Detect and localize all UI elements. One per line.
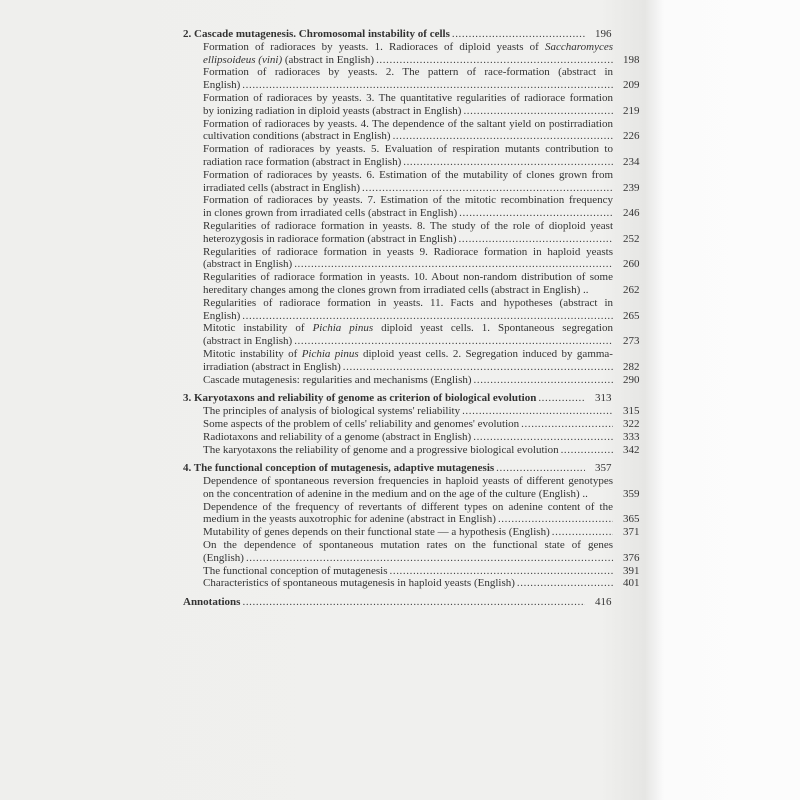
table-of-contents [183, 28, 641, 609]
dot-leader [459, 207, 613, 220]
toc-entry[interactable] [183, 220, 641, 246]
toc-entry[interactable] [183, 66, 641, 92]
toc-entry[interactable] [183, 475, 641, 501]
annotations-heading[interactable] [183, 596, 641, 609]
dot-leader [474, 374, 613, 387]
entry-line [203, 577, 641, 590]
entry-title: Characteristics of spontaneous mutagenesis in haploid yeasts (English) [203, 577, 515, 590]
entry-title: The principles of analysis of biological systems' reliability [203, 405, 461, 418]
entry-line: Regularities of radiorace formation in yeasts. 11. Facts and hypotheses (abstract in [203, 296, 613, 309]
page-number: 313 [595, 392, 612, 405]
entry-line [203, 488, 641, 501]
page-number: 315 [623, 405, 640, 418]
toc-entry[interactable] [183, 41, 641, 67]
dot-leader [463, 105, 613, 118]
entry-title: 2. Cascade mutagenesis. Chromosomal instability of cells [183, 28, 450, 40]
dot-leader [242, 79, 613, 92]
toc-entry[interactable] [183, 143, 641, 169]
entry-line [203, 130, 641, 143]
toc-entry[interactable] [183, 418, 641, 431]
entry-title: Cascade mutagenesis: regularities and mechanisms (English) [203, 373, 472, 386]
dot-leader [452, 28, 585, 41]
toc-section [183, 28, 641, 386]
entry-line: Formation of radioraces by yeasts. 6. Estimation of the mutability of clones grown from [203, 168, 613, 181]
toc-entry[interactable] [183, 444, 641, 457]
entry-line: Formation of radioraces by yeasts. 2. The pattern of race-formation (abstract in [203, 66, 613, 79]
page-number: 273 [623, 335, 640, 348]
toc-entry[interactable] [183, 374, 641, 387]
toc-section [183, 392, 641, 456]
entry-title: Mutability of genes depends on their functional state — a hypothesis (English) [203, 526, 550, 539]
entry-title: irradiation (abstract in English) [203, 360, 341, 373]
page-number: 260 [623, 258, 640, 271]
dot-leader [538, 392, 585, 405]
dot-leader [517, 577, 613, 590]
section-heading[interactable] [183, 392, 641, 405]
entry-title: The functional conception of mutagenesis [203, 564, 388, 577]
dot-leader [521, 418, 613, 431]
entry-line [203, 431, 641, 444]
entry-line: Regularities of radiorace formation in yeasts. 10. About non-random distribution of some [203, 271, 613, 284]
dot-leader [362, 182, 613, 195]
entry-title: Radiotaxons and reliability of a genome (abstract in English) [203, 430, 472, 443]
entry-line: Mitotic instability of Pichia pinus diploid yeast cells. 2. Segregation induced by gamma- [203, 347, 613, 360]
entry-line: Formation of radioraces by yeasts. 5. Evaluation of respiration mutants contribution to [203, 143, 613, 156]
page-number: 198 [623, 53, 640, 66]
entry-title: (abstract in English) [203, 335, 293, 348]
page-number: 246 [623, 207, 640, 220]
toc-entry[interactable] [183, 565, 641, 578]
entry-line: Dependence of the frequency of revertants of different types on adenine content of the [203, 500, 613, 513]
section-heading[interactable] [183, 462, 641, 475]
page-number: 265 [623, 309, 640, 322]
entry-line [203, 405, 641, 418]
dot-leader [242, 596, 585, 609]
toc-entry[interactable] [183, 539, 641, 565]
page-number: 282 [623, 360, 640, 373]
entry-line [203, 156, 641, 169]
toc-entry[interactable] [183, 194, 641, 220]
entry-title: in clones grown from irradiated cells (abstract in English) [203, 207, 458, 220]
entry-line [183, 462, 613, 475]
dot-leader [498, 513, 613, 526]
dot-leader [246, 552, 613, 565]
page-number: 322 [623, 417, 640, 430]
page-number: 196 [595, 28, 612, 40]
toc-entry[interactable] [183, 169, 641, 195]
entry-title: Annotations [183, 596, 241, 609]
toc-entry[interactable] [183, 431, 641, 444]
entry-title: hereditary changes among the clones grown from irradiated cells (abstract in English) .. [203, 283, 589, 296]
entry-line: Formation of radioraces by yeasts. 7. Estimation of the mitotic recombination frequency [203, 194, 613, 207]
entry-title: irradiated cells (abstract in English) [203, 181, 360, 194]
entry-title: medium in the yeasts auxotrophic for adenine (abstract in English) [203, 513, 496, 526]
entry-title: ellipsoideus (vini) (abstract in English) [203, 53, 375, 66]
page-number: 359 [623, 487, 640, 500]
dot-leader [390, 565, 614, 578]
entry-line [203, 361, 641, 374]
entry-line [203, 207, 641, 220]
dot-leader [462, 405, 613, 418]
entry-title: Some aspects of the problem of cells' reliability and genomes' evolution [203, 417, 520, 430]
entry-line [203, 258, 641, 271]
entry-line [203, 374, 641, 387]
page-number: 357 [595, 462, 612, 475]
toc-entry[interactable] [183, 501, 641, 527]
entry-line [203, 526, 641, 539]
page-number: 239 [623, 181, 640, 194]
dot-leader [393, 130, 613, 143]
page-number: 391 [623, 564, 640, 577]
dot-leader [496, 462, 585, 475]
entry-title: (English) [203, 551, 244, 564]
entry-line [203, 418, 641, 431]
entry-line [203, 513, 641, 526]
entry-title: 3. Karyotaxons and reliability of genome as criterion of biological evolution [183, 392, 537, 405]
entry-line [203, 54, 641, 67]
page-number: 252 [623, 232, 640, 245]
toc-entry[interactable] [183, 271, 641, 297]
entry-line: Regularities of radiorace formation in yeasts 9. Radiorace formation in haploid yeasts [203, 245, 613, 258]
page-number: 290 [623, 373, 640, 386]
toc-entry[interactable] [183, 322, 641, 348]
entry-title: by ionizing radiation in diploid yeasts (abstract in English) [203, 104, 462, 117]
entry-line: Dependence of spontaneous reversion frequencies in haploid yeasts of different genotypes [203, 475, 613, 488]
dot-leader [294, 335, 613, 348]
entry-line [203, 233, 641, 246]
entry-title: 4. The functional conception of mutagenesis, adaptive mutagenesis [183, 462, 495, 475]
entry-line [183, 596, 613, 609]
entry-title: radiation race formation (abstract in English) [203, 155, 402, 168]
dot-leader [403, 156, 613, 169]
dot-leader [376, 54, 613, 67]
dot-leader [473, 431, 613, 444]
dot-leader [242, 310, 613, 323]
toc-entry[interactable] [183, 297, 641, 323]
entry-title: cultivation conditions (abstract in English) [203, 130, 391, 143]
page-number: 219 [623, 104, 640, 117]
page-number: 262 [623, 283, 640, 296]
entry-line [203, 284, 641, 297]
toc-entry[interactable] [183, 118, 641, 144]
toc-section [183, 462, 641, 590]
entry-line [183, 28, 613, 41]
toc-entry[interactable] [183, 577, 641, 590]
entry-line [203, 182, 641, 195]
entry-line [203, 79, 641, 92]
page-number: 226 [623, 130, 640, 143]
section-heading[interactable] [183, 28, 641, 41]
entry-title: English) [203, 79, 241, 92]
dot-leader [343, 361, 613, 374]
page-number: 333 [623, 430, 640, 443]
entry-line [203, 105, 641, 118]
page-number: 371 [623, 526, 640, 539]
toc-entry[interactable] [183, 246, 641, 272]
entry-line: Mitotic instability of Pichia pinus diploid yeast cells. 1. Spontaneous segregation [203, 322, 613, 335]
entry-line: Formation of radioraces by yeasts. 1. Radioraces of diploid yeasts of Saccharomyces [203, 40, 613, 53]
entry-line: Regularities of radiorace formation in yeasts. 8. The study of the role of dioploid yeast [203, 219, 613, 232]
dot-leader [552, 526, 613, 539]
entry-line [203, 444, 641, 457]
entry-title: on the concentration of adenine in the medium and on the age of the culture (English) .. [203, 487, 588, 500]
entry-line [203, 310, 641, 323]
toc-entry[interactable] [183, 348, 641, 374]
entry-title: heterozygosis in radiorace formation (abstract in English) [203, 232, 457, 245]
entry-title: The karyotaxons the reliability of genome and a progressive biological evolution [203, 443, 559, 456]
dot-leader [561, 444, 613, 457]
annotations-section [183, 596, 641, 609]
entry-line [203, 565, 641, 578]
page-number: 365 [623, 513, 640, 526]
entry-line [183, 392, 613, 405]
page-number: 209 [623, 79, 640, 92]
page-number: 401 [623, 577, 640, 590]
entry-title: (abstract in English) [203, 258, 293, 271]
page-number: 342 [623, 443, 640, 456]
entry-line: On the dependence of spontaneous mutation rates on the functional state of genes [203, 539, 613, 552]
entry-line: Formation of radioraces by yeasts. 4. The dependence of the saltant yield on postirradiation [203, 117, 613, 130]
entry-line [203, 552, 641, 565]
toc-entry[interactable] [183, 405, 641, 418]
page-number: 376 [623, 551, 640, 564]
page-number: 416 [595, 596, 612, 609]
dot-leader [294, 258, 613, 271]
toc-entry[interactable] [183, 526, 641, 539]
dot-leader [459, 233, 613, 246]
entry-line [203, 335, 641, 348]
toc-entry[interactable] [183, 92, 641, 118]
entry-line: Formation of radioraces by yeasts. 3. The quantitative regularities of radiorace formation [203, 91, 613, 104]
page-number: 234 [623, 155, 640, 168]
entry-title: English) [203, 309, 241, 322]
